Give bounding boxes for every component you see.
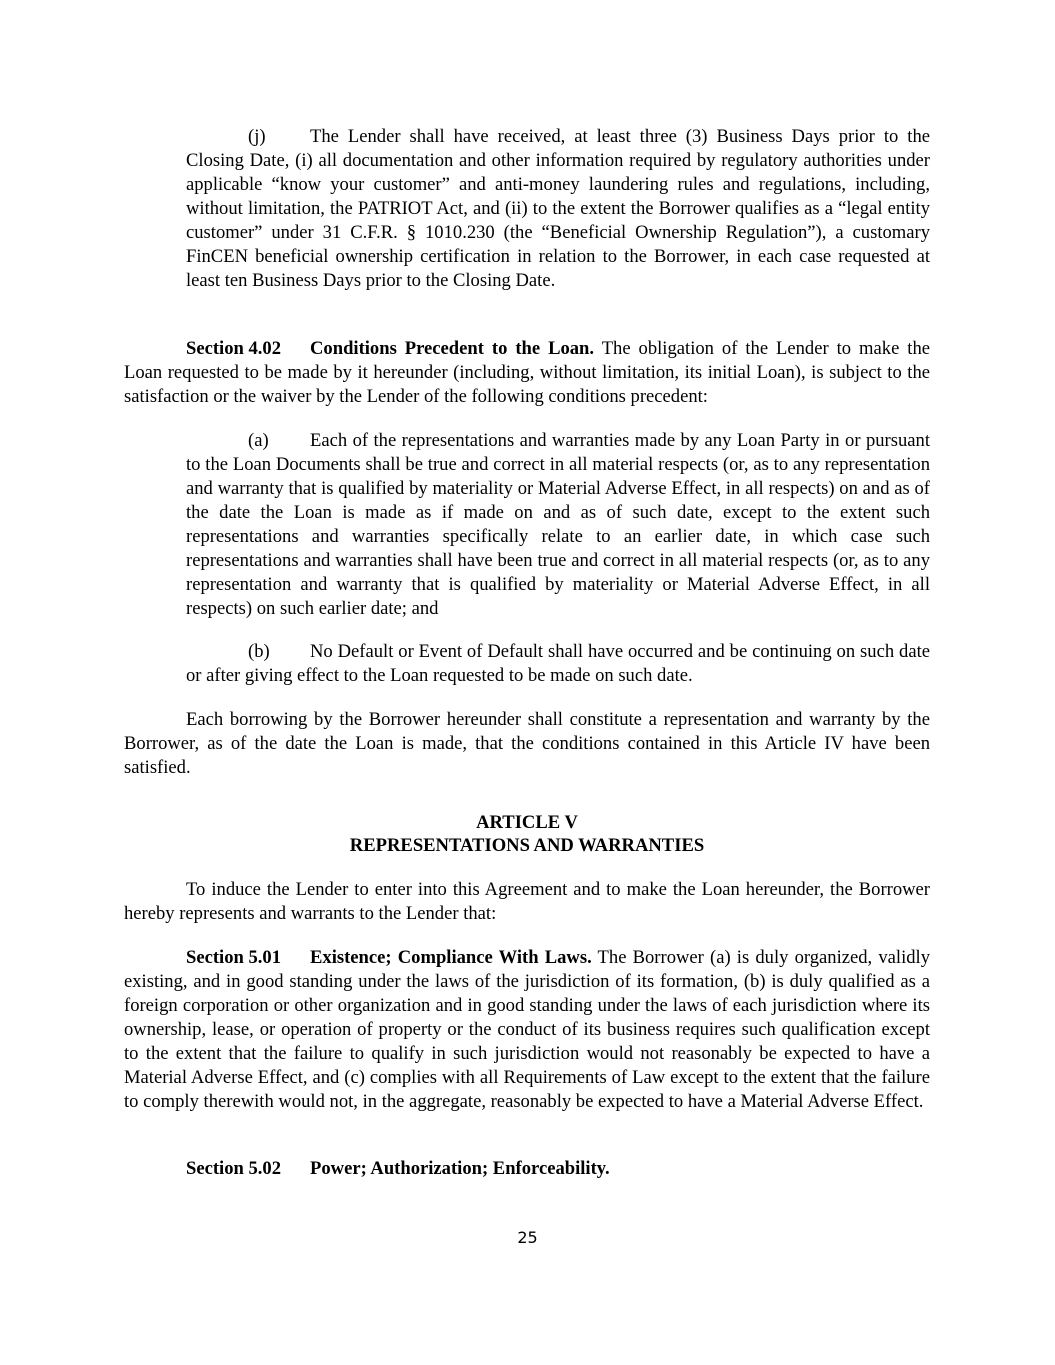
clause-b-marker: (b): [248, 641, 270, 662]
section-5-01-text: The Borrower (a) is duly organized, validly existing, and in good standing under the laws of the jurisdiction of its formation, (b) is duly qualified as a foreign corporation or other organization and in good standing under the laws of each jurisdiction where its ownership, lease, or operation of property or the conduct of its business requires such qualification except to the extent that the failure to qualify in such jurisdiction would not reasonably be expected to have a Material Adverse Effect, and (c) complies with all Requirements of Law except to the extent that the failure to comply therewith would not, in the aggregate, reasonably be expected to have a Material Adverse Effect.: [124, 947, 930, 1112]
clause-j-marker: (j): [248, 126, 266, 147]
borrowing-paragraph: Each borrowing by the Borrower hereunder shall constitute a representation and warranty by the Borrower, as of the date the Loan is made, that the conditions contained in this Article IV have been satisfied.: [124, 709, 930, 778]
section-4-02-number: Section 4.02: [186, 338, 282, 359]
clause-a-marker: (a): [248, 430, 269, 451]
section-5-02-number: Section 5.02: [186, 1158, 282, 1179]
clause-a: [186, 429, 930, 621]
section-5-01-number: Section 5.01: [186, 947, 282, 968]
page-number: 25: [517, 1228, 538, 1247]
section-5-02: [124, 1157, 930, 1181]
clause-j-text: The Lender shall have received, at least three (3) Business Days prior to the Closing Date, (i) all documentation and other information required by regulatory authorities under applicable “know your customer” and anti-money laundering rules and regulations, including, without limitation, the PATRIOT Act, and (ii) to the extent the Borrower qualifies as a “legal entity customer” under 31 C.F.R. § 1010.230 (the “Beneficial Ownership Regulation”), a customary FinCEN beneficial ownership certification in relation to the Borrower, in each case requested at least ten Business Days prior to the Closing Date.: [186, 126, 930, 291]
article-v-title: REPRESENTATIONS AND WARRANTIES: [349, 835, 705, 856]
section-5-01-title: Existence; Compliance With Laws.: [310, 947, 592, 968]
section-5-02-title: Power; Authorization; Enforceability.: [310, 1158, 610, 1179]
clause-b: [186, 640, 930, 688]
clause-a-text: Each of the representations and warranties made by any Loan Party in or pursuant to the Loan Documents shall be true and correct in all material respects (or, as to any representation and warranty that is qualified by materiality or Material Adverse Effect, in all respects) on and as of the date the Loan is made as if made on and as of such date, except to the extent such representations and warranties specifically relate to an earlier date, in which case such representations and warranties shall have been true and correct in all material respects (or, as to any representation and warranty that is qualified by materiality or Material Adverse Effect, in all respects) on such earlier date; and: [186, 430, 930, 619]
section-5-01: [124, 946, 930, 1114]
section-4-02: [124, 337, 930, 409]
clause-b-text: No Default or Event of Default shall have occurred and be continuing on such date or after giving effect to the Loan requested to be made on such date.: [186, 641, 930, 686]
section-4-02-text: The obligation of the Lender to make the Loan requested to be made by it hereunder (including, without limitation, its initial Loan), is subject to the satisfaction or the waiver by the Lender of the following conditions precedent:: [124, 338, 930, 407]
clause-j: [186, 125, 930, 293]
inducement-paragraph: To induce the Lender to enter into this Agreement and to make the Loan hereunder, the Borrower hereby represents and warrants to the Lender that:: [124, 879, 930, 924]
section-4-02-title: Conditions Precedent to the Loan.: [310, 338, 595, 359]
article-v-label: ARTICLE V: [476, 812, 578, 833]
